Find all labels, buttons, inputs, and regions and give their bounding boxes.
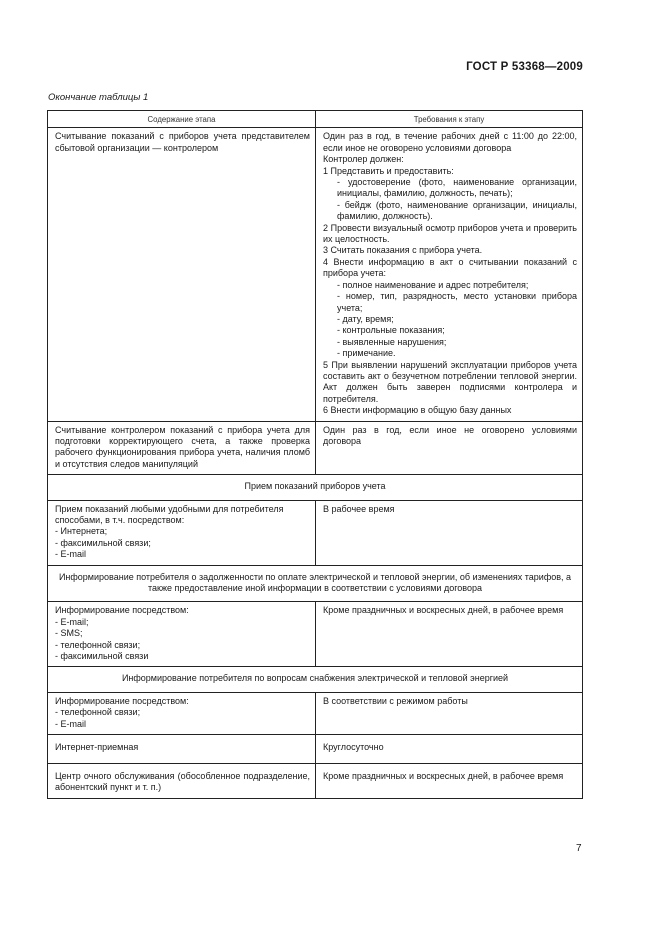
section-title: Прием показаний приборов учета [48, 475, 583, 500]
table-row [48, 735, 583, 763]
page-number: 7 [576, 843, 582, 854]
section-title: Информирование потребителя по вопросам снабжения электрической и тепловой энергией [48, 667, 583, 692]
column-header-stage: Содержание этапа [48, 111, 316, 128]
requirements-cell [316, 128, 583, 421]
section-title: Информирование потребителя о задолженности по оплате электрической и тепловой энергии, об изменениях тарифов, а также предоставление иной информации в соответствии с условиями договора [48, 565, 583, 602]
section-row [48, 475, 583, 500]
table-row [48, 602, 583, 667]
stage-line: - E-mail [55, 718, 86, 729]
requirements-cell: Круглосуточно [316, 735, 583, 763]
stage-cell: Считывание контролером показаний с прибора учета для подготовки корректирующего счета, а также проверка рабочего функционирования прибора учета, наличия пломб и отсутствия следов манипуляций [48, 421, 316, 475]
stage-line: Информирование посредством: [55, 605, 189, 616]
requirements-cell: В соответствии с режимом работы [316, 692, 583, 734]
stage-line: - SMS; [55, 628, 83, 639]
req-line: 1 Представить и предоставить: [323, 165, 454, 176]
stage-cell [48, 602, 316, 667]
table-row [48, 128, 583, 421]
stage-line: - факсимильной связи [55, 651, 149, 662]
column-header-requirements: Требования к этапу [316, 111, 583, 128]
req-line: - полное наименование и адрес потребителя; [337, 279, 529, 290]
req-line: 3 Считать показания с прибора учета. [323, 245, 483, 256]
req-line: - номер, тип, разрядность, место установки прибора учета; [337, 291, 577, 313]
stage-cell: Считывание показаний с приборов учета представителем сбытовой организации — контролером [48, 128, 316, 421]
req-line: - примечание. [337, 348, 396, 359]
stage-line: - Интернета; [55, 526, 108, 537]
section-row [48, 667, 583, 692]
req-line: - контрольные показания; [337, 325, 445, 336]
stage-line: - E-mail [55, 549, 86, 560]
table-row [48, 421, 583, 475]
requirements-cell: Кроме праздничных и воскресных дней, в рабочее время [316, 602, 583, 667]
table-caption: Окончание таблицы 1 [48, 92, 149, 103]
stage-line: - телефонной связи; [55, 707, 141, 718]
stage-line: Прием показаний любыми удобными для потребителя способами, в т.ч. посредством: [55, 503, 284, 525]
req-line: - удостоверение (фото, наименование организации, инициалы, фамилию, должность, печать); [337, 177, 577, 199]
stage-cell: Интернет-приемная [48, 735, 316, 763]
req-line: 5 При выявлении нарушений эксплуатации приборов учета составить акт о безучетном потреблении тепловой энергии. Акт должен быть заверен подписями контролера и потребителя. [323, 359, 577, 404]
table-row [48, 692, 583, 734]
stage-line: - факсимильной связи; [55, 537, 151, 548]
stage-cell [48, 692, 316, 734]
req-line: - выявленные нарушения; [337, 336, 447, 347]
table-row [48, 500, 583, 565]
requirements-cell: Один раз в год, если иное не оговорено условиями договора [316, 421, 583, 475]
req-line: - дату, время; [337, 313, 394, 324]
stage-line: - телефонной связи; [55, 639, 141, 650]
req-line: Контролер должен: [323, 154, 404, 165]
req-line: Один раз в год, в течение рабочих дней с 11:00 до 22:00, если иное не оговорено условиями договора [323, 131, 577, 153]
table-row [48, 763, 583, 799]
stage-cell: Центр очного обслуживания (обособленное подразделение, абонентский пункт и т. п.) [48, 763, 316, 799]
stage-line: - E-mail; [55, 616, 89, 627]
section-row [48, 565, 583, 602]
requirements-cell: В рабочее время [316, 500, 583, 565]
req-line: - бейдж (фото, наименование организации, инициалы, фамилию, должность). [337, 199, 577, 222]
req-line: 6 Внести информацию в общую базу данных [323, 405, 512, 416]
req-line: 4 Внести информацию в акт о считывании показаний с прибора учета: [323, 256, 577, 279]
requirements-table [47, 110, 583, 799]
stage-cell [48, 500, 316, 565]
req-line: 2 Провести визуальный осмотр приборов учета и проверить их целостность. [323, 222, 577, 245]
document-code: ГОСТ Р 53368—2009 [466, 61, 583, 73]
stage-line: Информирование посредством: [55, 695, 189, 706]
table-header-row [48, 111, 583, 128]
requirements-cell: Кроме праздничных и воскресных дней, в рабочее время [316, 763, 583, 799]
